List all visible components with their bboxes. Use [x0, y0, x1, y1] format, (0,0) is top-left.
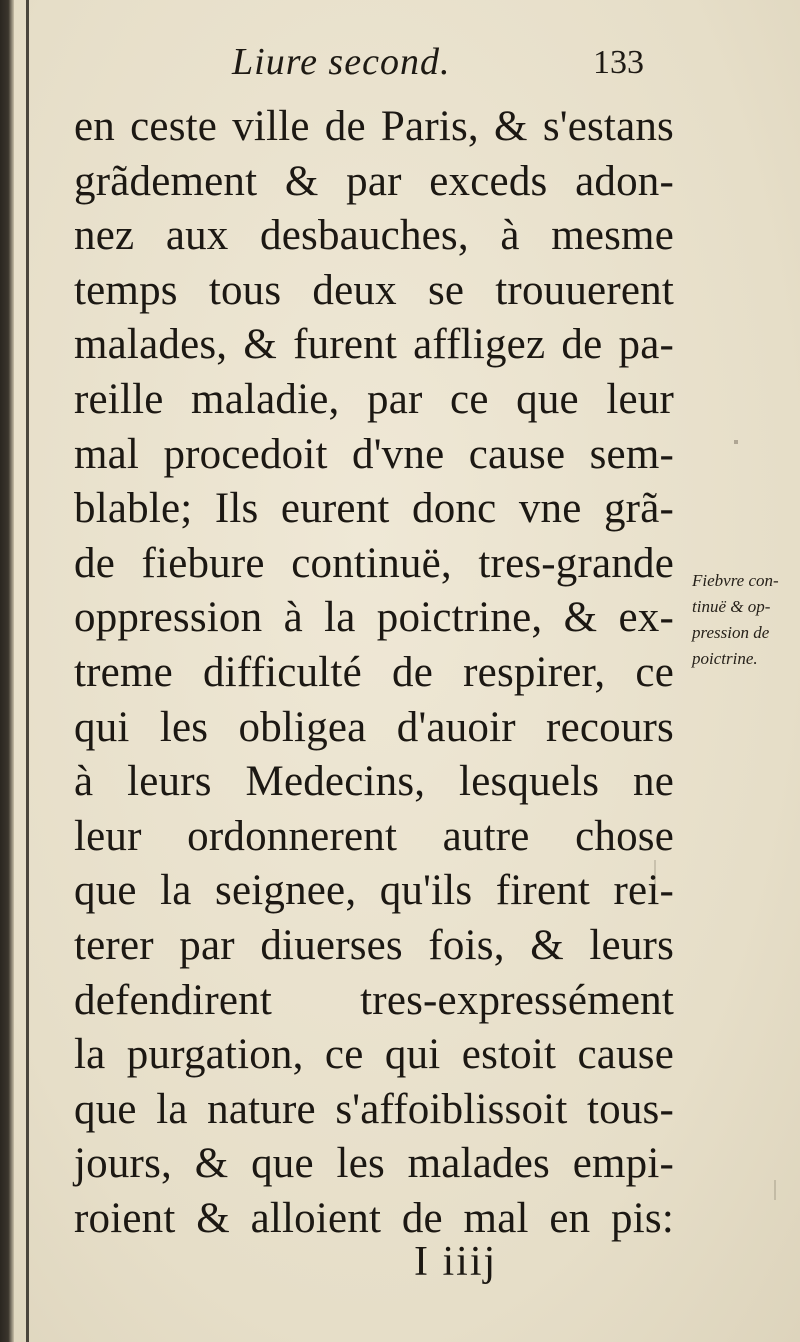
text-line: en ceste ville de Paris, & s'estans	[74, 103, 674, 150]
text-line: terer par diuerses fois, & leurs	[74, 921, 674, 969]
margin-note	[692, 568, 800, 672]
text-line: jours, & que les malades empi-	[74, 1140, 674, 1188]
text-line: la purgation, ce qui estoit cause	[74, 1031, 674, 1079]
body-text	[74, 100, 674, 1246]
text-line: nez aux desbauches, à mesme	[74, 212, 674, 260]
margin-note-line: pression de	[692, 623, 770, 642]
text-line: grãdement & par exceds adon-	[74, 157, 674, 205]
margin-note-line: Fiebvre con-	[692, 571, 779, 590]
text-line: blable; Ils eurent donc vne grã-	[74, 485, 674, 533]
text-line: leur ordonnerent autre chose	[74, 812, 674, 860]
text-line: defendirent tres-expressément	[74, 976, 674, 1024]
text-line: malades, & furent affligez de pa-	[74, 321, 674, 369]
text-line: à leurs Medecins, lesquels ne	[74, 758, 674, 806]
book-page	[14, 0, 800, 1342]
text-line: mal procedoit d'vne cause sem-	[74, 430, 674, 478]
text-line: de fiebure continuë, tres-grande	[74, 539, 674, 587]
text-line: treme difficulté de respirer, ce	[74, 648, 674, 696]
text-line: temps tous deux se trouuerent	[74, 266, 674, 314]
text-line: qui les obligea d'auoir recours	[74, 703, 674, 751]
text-line: que la seignee, qu'ils firent rei-	[74, 867, 674, 915]
running-head	[232, 40, 652, 90]
scan-left-edge	[0, 0, 14, 1342]
page-number: 133	[593, 44, 644, 81]
text-line: que la nature s'affoiblissoit tous-	[74, 1085, 674, 1133]
signature-mark: I iiij	[414, 1239, 498, 1285]
text-line: roient & alloient de mal en pis:	[74, 1194, 674, 1242]
margin-note-line: poictrine.	[692, 649, 758, 668]
text-line: reille maladie, par ce que leur	[74, 375, 674, 423]
text-line: oppression à la poictrine, & ex-	[74, 594, 674, 642]
running-title: Liure second.	[232, 41, 451, 83]
margin-note-line: tinuë & op-	[692, 597, 771, 616]
gutter-line	[26, 0, 29, 1342]
